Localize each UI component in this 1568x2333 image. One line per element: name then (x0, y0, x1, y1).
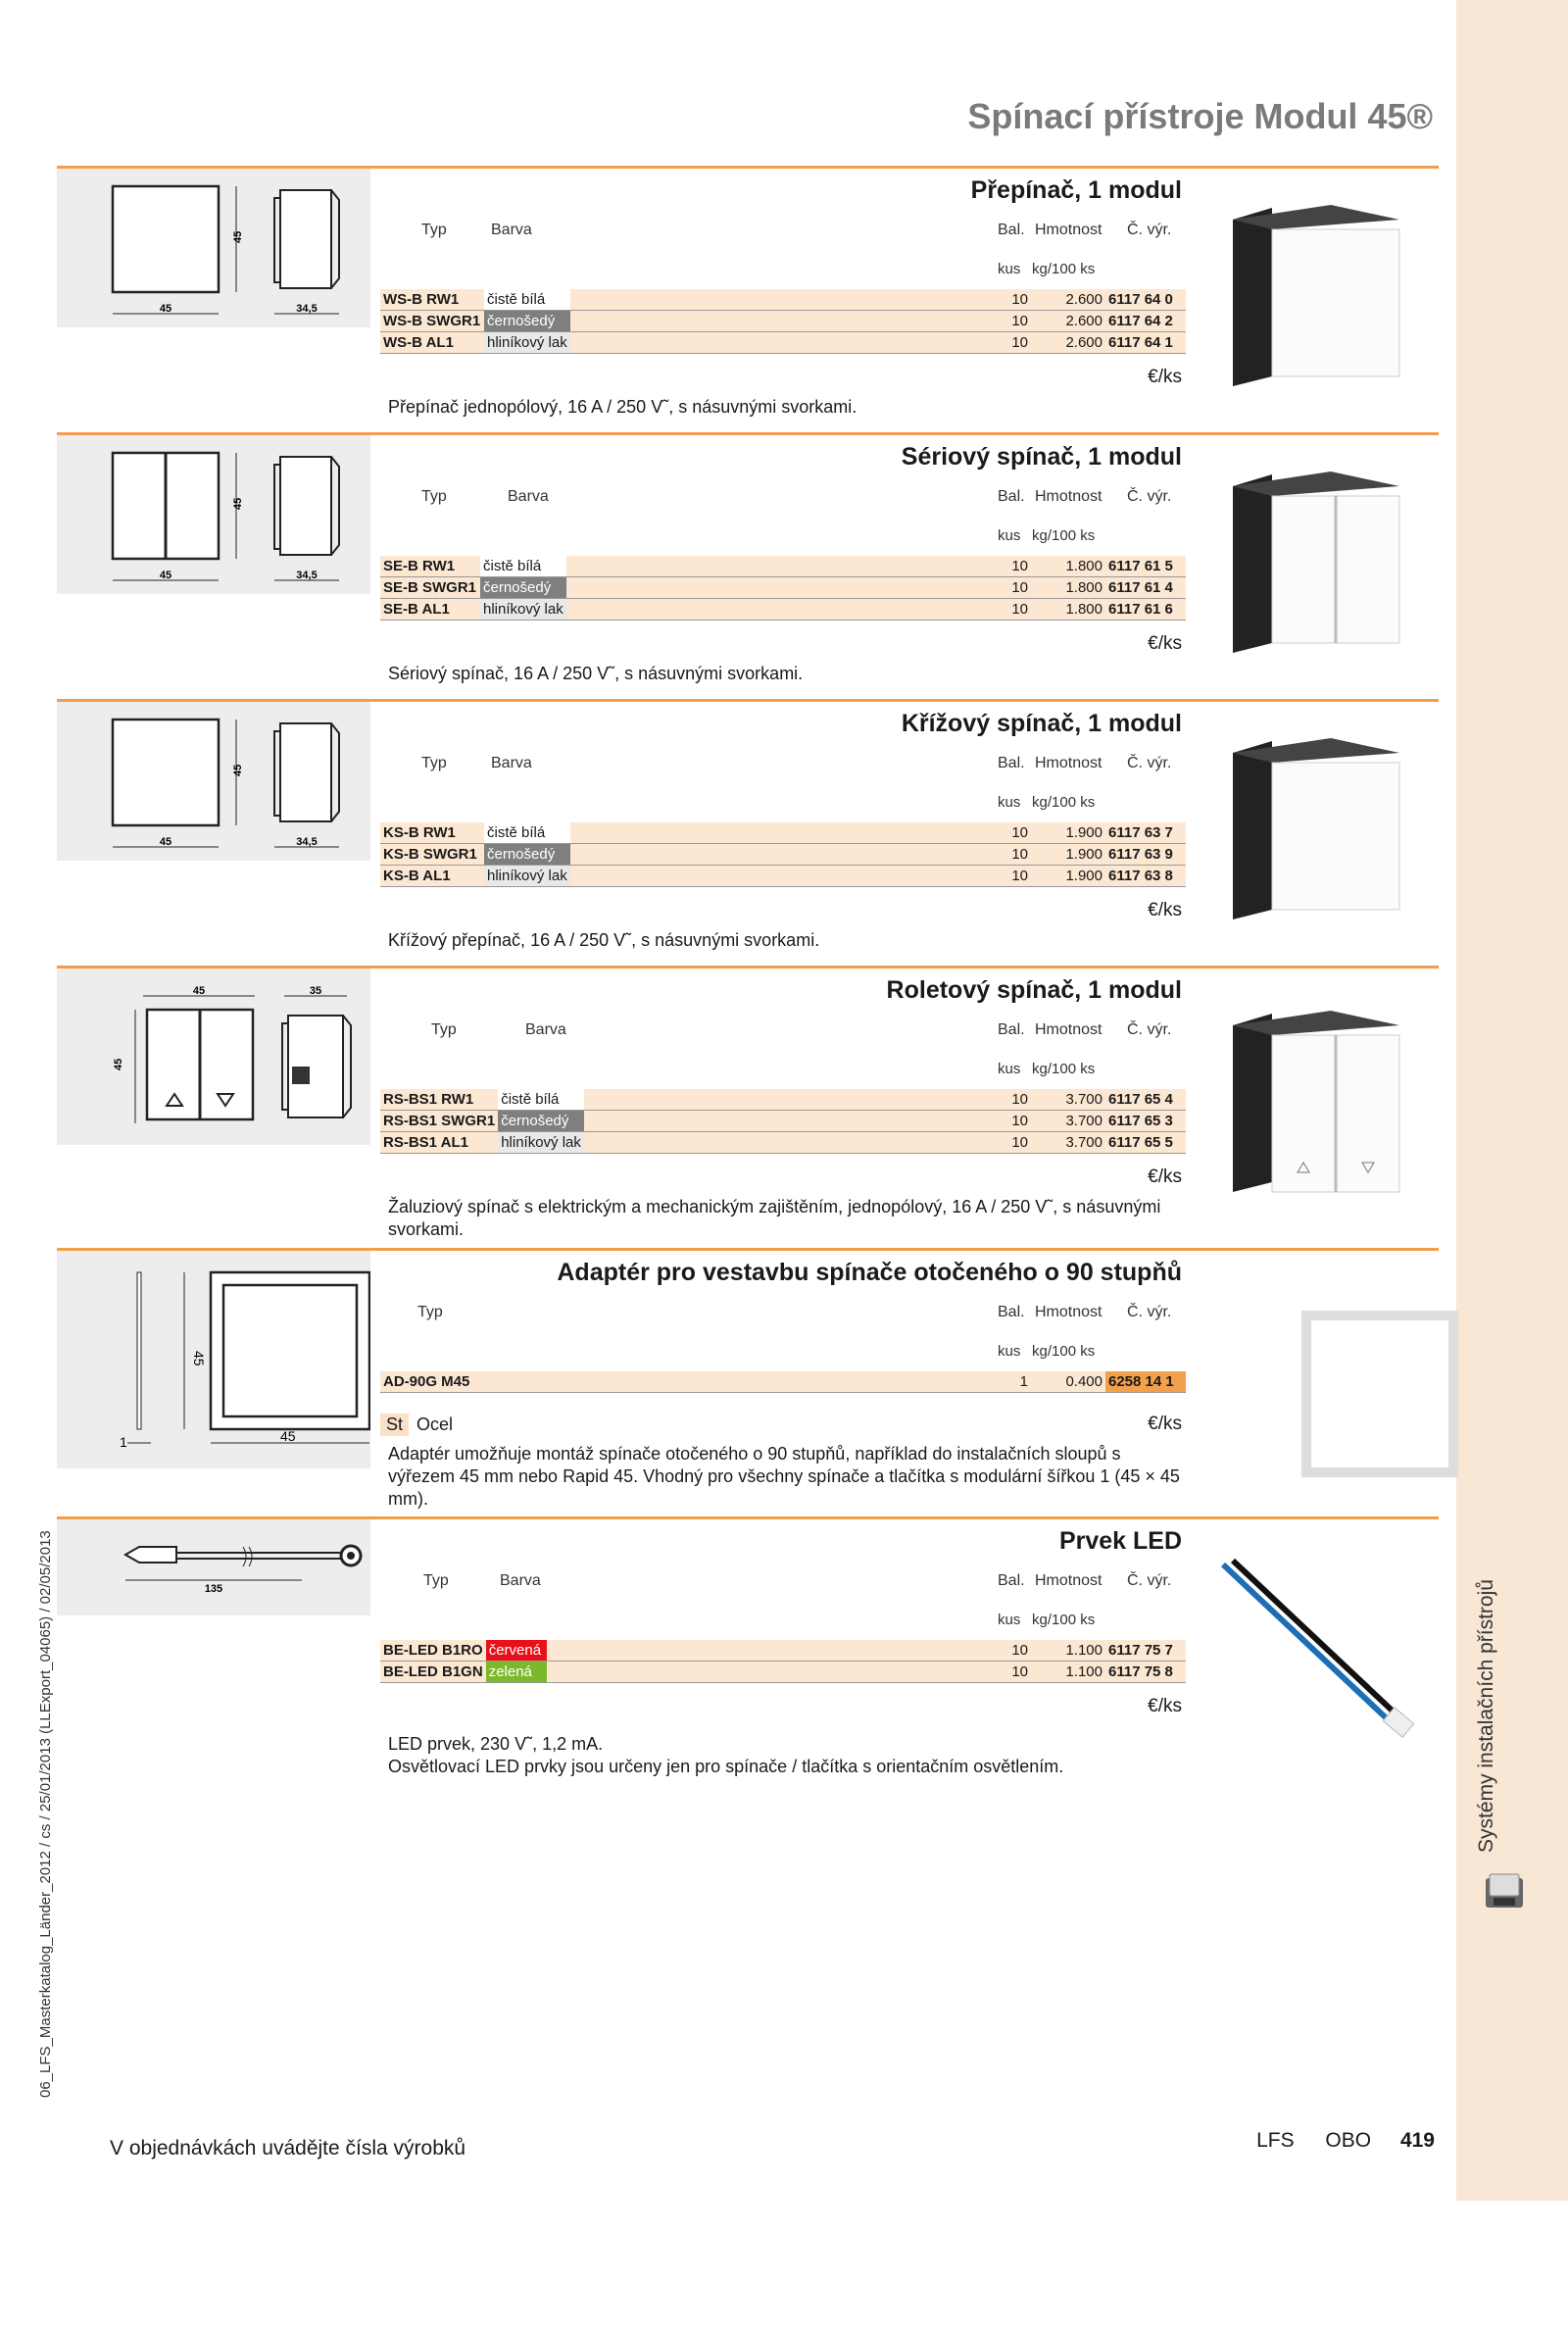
dimension-drawing (57, 968, 370, 1145)
table-row: RS-BS1 SWGR1 černošedý 10 3.700 6117 65 3 (380, 1111, 1186, 1132)
section-title: Přepínač, 1 modul (970, 176, 1182, 204)
svg-text:45: 45 (280, 1428, 296, 1444)
socket-module-icon (1482, 1872, 1527, 1915)
svg-text:45: 45 (113, 1058, 124, 1070)
table-row: RS-BS1 AL1 hliníkový lak 10 3.700 6117 65 5 (380, 1132, 1186, 1154)
product-table (380, 822, 1186, 887)
product-table (380, 289, 1186, 354)
section-title: Roletový spínač, 1 modul (886, 976, 1182, 1004)
price-unit: €/ks (1148, 1696, 1182, 1716)
page-number: 419 (1399, 2129, 1435, 2152)
svg-text:45: 45 (191, 1351, 207, 1366)
catalog-reference-text: 06_LFS_Masterkatalog_Länder_2012 / cs / 25/01/2013 (LLExport_04065) / 02/05/2013 (37, 1530, 54, 2098)
table-row: RS-BS1 RW1 čistě bílá 10 3.700 6117 65 4 (380, 1089, 1186, 1111)
product-description: Adaptér umožňuje montáž spínače otočeného o 90 stupňů, například do instalačních sloupů s výřezem 45 mm nebo Rapid 45. Vhodný pro všechny spínače a tlačítka s modulární šířkou 1 (45 × 45 mm). (388, 1444, 1180, 1509)
material-code: St (380, 1414, 409, 1436)
table-row: WS-B AL1 hliníkový lak 10 2.600 6117 64 1 (380, 332, 1186, 354)
product-section-switch: 45 45 34,5 Přepínač, 1 modul Typ Barva Bal. Hmotnost Č. výr. kus kg/100 ks WS-B RW1 čistě bílá 10 2.600 6117 64 0 WS-B SWGR1 černošedý 10 2.600 6117 64 2 WS-B AL1 hliníkový lak 10 2.600 6117 64 1 €/ks Přepínač jednopólový, 16 A / 250 V˜, s násuvnými svorkami. (57, 166, 1439, 433)
price-unit: €/ks (1148, 1414, 1182, 1434)
table-header: Typ Barva Bal. Hmotnost Č. výr. (421, 755, 1172, 771)
footer-brand (1256, 2129, 1435, 2153)
svg-text:45: 45 (159, 570, 172, 581)
svg-text:1: 1 (120, 1434, 127, 1450)
material-name: Ocel (416, 1415, 454, 1434)
svg-text:45: 45 (232, 497, 244, 510)
svg-text:45: 45 (159, 836, 172, 848)
material-label (380, 1414, 453, 1436)
section-title: Křížový spínač, 1 modul (901, 710, 1182, 737)
socket-module-icon (1484, 2290, 1527, 2333)
table-row: KS-B SWGR1 černošedý 10 1.900 6117 63 9 (380, 844, 1186, 866)
table-row: BE-LED B1GN zelená 10 1.100 6117 75 8 (380, 1662, 1186, 1683)
table-header: Typ Bal. Hmotnost Č. výr. (417, 1304, 1172, 1320)
product-table (380, 1089, 1186, 1154)
svg-text:135: 135 (204, 1583, 223, 1595)
table-header: Typ Barva Bal. Hmotnost Č. výr. (423, 1572, 1172, 1589)
footer-note: V objednávkách uvádějte čísla výrobků (110, 2137, 466, 2159)
product-photo (1203, 1555, 1448, 1780)
product-photo (1213, 190, 1458, 406)
product-description: LED prvek, 230 V˜, 1,2 mA. (388, 1734, 604, 1754)
section-title: Adaptér pro vestavbu spínače otočeného o 90 stupňů (557, 1259, 1182, 1286)
table-row: KS-B AL1 hliníkový lak 10 1.900 6117 63 8 (380, 866, 1186, 887)
product-section-cross-switch: 45 45 34,5 Křížový spínač, 1 modul Typ Barva Bal. Hmotnost Č. výr. kus kg/100 ks KS-B RW1 čistě bílá 10 1.900 6117 63 7 KS-B SWGR1 černošedý 10 1.900 6117 63 9 KS-B AL1 hliníkový lak 10 1.900 6117 63 8 €/ks Křížový přepínač, 16 A / 250 V˜, s násuvnými svorkami. (57, 699, 1439, 967)
sidebar-category-text: Systémy instalačních přístrojů (1475, 1579, 1497, 1853)
product-section-series-switch: 45 45 34,5 Sériový spínač, 1 modul Typ Barva Bal. Hmotnost Č. výr. kus kg/100 ks SE-B RW1 čistě bílá 10 1.800 6117 61 5 SE-B SWGR1 černošedý 10 1.800 6117 61 4 SE-B AL1 hliníkový lak 10 1.800 6117 61 6 €/ks Sériový spínač, 16 A / 250 V˜, s násuvnými svorkami. (57, 432, 1439, 700)
product-section-adapter: 45 45 1 Adaptér pro vestavbu spínače otočeného o 90 stupňů Typ Bal. Hmotnost Č. výr. kus kg/100 ks AD-90G M45 1 0.400 6258 14 1 St Ocel €/ks Adaptér umožňuje montáž spínače otočeného o 90 stupňů, například do instalačních sloupů s výřezem 45 mm nebo Rapid 45. Vhodný pro všechny spínače a tlačítka s modulární šířkou 1 (45 × 45 mm). (57, 1248, 1439, 1515)
section-title: Prvek LED (1058, 1527, 1182, 1555)
table-row: WS-B SWGR1 černošedý 10 2.600 6117 64 2 (380, 311, 1186, 332)
product-table (380, 1371, 1186, 1393)
table-row: SE-B RW1 čistě bílá 10 1.800 6117 61 5 (380, 556, 1186, 577)
product-description: Žaluziový spínač s elektrickým a mechanickým zajištěním, jednopólový, 16 A / 250 V˜, s násuvnými svorkami. (388, 1197, 1161, 1239)
svg-text:45: 45 (232, 764, 244, 776)
svg-text:45: 45 (232, 230, 244, 243)
table-header: Typ Barva Bal. Hmotnost Č. výr. (421, 222, 1172, 238)
table-row: KS-B RW1 čistě bílá 10 1.900 6117 63 7 (380, 822, 1186, 844)
svg-text:45: 45 (192, 985, 206, 997)
table-row: SE-B AL1 hliníkový lak 10 1.800 6117 61 6 (380, 599, 1186, 620)
table-row: BE-LED B1RO červená 10 1.100 6117 75 7 (380, 1640, 1186, 1662)
product-description: Sériový spínač, 16 A / 250 V˜, s násuvnými svorkami. (388, 664, 804, 683)
svg-text:35: 35 (309, 985, 322, 997)
brand-lfs: LFS (1256, 2129, 1295, 2152)
price-unit: €/ks (1148, 367, 1182, 387)
product-description: Křížový přepínač, 16 A / 250 V˜, s násuvnými svorkami. (388, 930, 820, 950)
table-header: Typ Barva Bal. Hmotnost Č. výr. (431, 1021, 1172, 1038)
svg-text:45: 45 (159, 303, 172, 315)
product-photo (1213, 723, 1458, 939)
table-row: SE-B SWGR1 černošedý 10 1.800 6117 61 4 (380, 577, 1186, 599)
product-photo (1213, 457, 1458, 672)
brand-obo: OBO (1325, 2129, 1372, 2152)
svg-text:34,5: 34,5 (296, 836, 318, 848)
product-table (380, 1640, 1186, 1683)
price-unit: €/ks (1148, 633, 1182, 654)
table-row: AD-90G M45 1 0.400 6258 14 1 (380, 1371, 1186, 1393)
price-unit: €/ks (1148, 1166, 1182, 1187)
dimension-drawing (57, 1251, 370, 1468)
table-header: Typ Barva Bal. Hmotnost Č. výr. (421, 488, 1172, 505)
svg-text:34,5: 34,5 (296, 570, 318, 581)
table-row: WS-B RW1 čistě bílá 10 2.600 6117 64 0 (380, 289, 1186, 311)
product-section-roller-switch: 45 45 35 Roletový spínač, 1 modul Typ Barva Bal. Hmotnost Č. výr. kus kg/100 ks RS-BS1 RW1 čistě bílá 10 3.700 6117 65 4 RS-BS1 SWGR1 černošedý 10 3.700 6117 65 3 RS-BS1 AL1 hliníkový lak 10 3.700 6117 65 5 €/ks Žaluziový spínač s elektrickým a mechanickým zajištěním, jednopólový, 16 A / 250 V˜, s násuvnými svorkami. (57, 966, 1439, 1249)
product-description: Přepínač jednopólový, 16 A / 250 V˜, s násuvnými svorkami. (388, 397, 858, 417)
product-description-extra: Osvětlovací LED prvky jsou určeny jen pro spínače / tlačítka s orientačním osvětlením. (388, 1757, 1064, 1776)
section-title: Sériový spínač, 1 modul (901, 443, 1182, 471)
svg-text:34,5: 34,5 (296, 303, 318, 315)
product-photo (1213, 996, 1458, 1221)
page-title: Spínací přístroje Modul 45® (967, 96, 1433, 136)
product-section-led: 135 Prvek LED Typ Barva Bal. Hmotnost Č. výr. kus kg/100 ks BE-LED B1RO červená 10 1.100 6117 75 7 BE-LED B1GN zelená 10 1.100 6117 75 8 €/ks LED prvek, 230 V˜, 1,2 mA. Osvětlovací LED prvky jsou určeny jen pro spínače / tlačítka s orientačním osvětlením. (57, 1516, 1439, 1804)
sidebar-band (1456, 0, 1568, 2201)
product-table (380, 556, 1186, 620)
product-photo (1213, 1306, 1458, 1502)
price-unit: €/ks (1148, 900, 1182, 920)
